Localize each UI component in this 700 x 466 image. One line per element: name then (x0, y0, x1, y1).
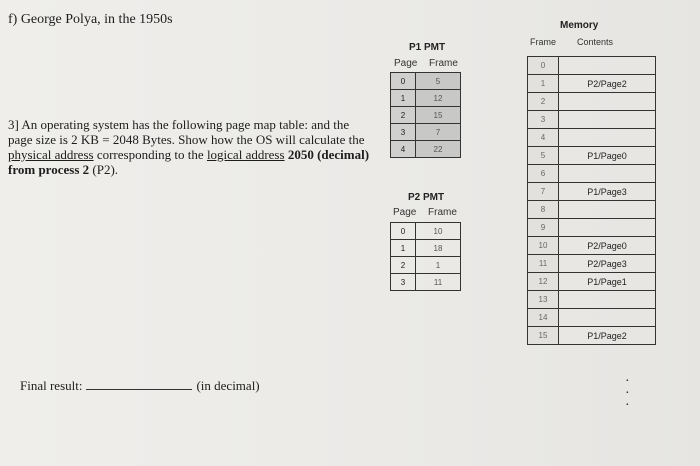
table-row (528, 93, 656, 111)
memory-contents-cell: P1/Page3 (559, 183, 656, 201)
frame-cell: 15 (416, 107, 461, 124)
p1-pmt-title: P1 PMT (408, 42, 446, 53)
memory-frame-cell: 1 (528, 75, 559, 93)
page-cell: 4 (391, 141, 416, 158)
page-cell: 2 (391, 257, 416, 274)
page-cell: 3 (391, 274, 416, 291)
table-row (528, 201, 656, 219)
page-cell: 1 (391, 240, 416, 257)
memory-contents-cell (559, 57, 656, 75)
page-cell: 3 (391, 124, 416, 141)
memory-contents-cell: P1/Page0 (559, 147, 656, 165)
memory-contents-cell (559, 201, 656, 219)
memory-frame-cell: 15 (528, 327, 559, 345)
table-row (528, 237, 656, 255)
memory-contents-cell (559, 129, 656, 147)
answer-blank[interactable] (86, 377, 192, 390)
page-cell: 0 (391, 223, 416, 240)
memory-contents-cell: P2/Page3 (559, 255, 656, 273)
table-row (391, 90, 461, 107)
table-row (528, 255, 656, 273)
page-cell: 1 (391, 90, 416, 107)
memory-contents-cell (559, 111, 656, 129)
final-result-label: Final result: (20, 378, 83, 393)
question-part-3: 2050 (decimal) from (8, 147, 370, 177)
frame-cell: 12 (416, 90, 461, 107)
table-row (528, 75, 656, 93)
final-result-line (20, 377, 260, 394)
physical-address-term: physical address (8, 147, 94, 162)
table-row (528, 219, 656, 237)
p1-pmt-frame-header: Frame (429, 58, 458, 69)
p2-pmt-page-header: Page (393, 207, 417, 218)
memory-contents-cell (559, 309, 656, 327)
memory-frame-cell: 14 (528, 309, 559, 327)
p2-pmt-frame-header: Frame (428, 207, 457, 218)
table-row (528, 129, 656, 147)
table-row (528, 309, 656, 327)
table-row (528, 147, 656, 165)
memory-table (527, 56, 656, 345)
p2-pmt-title: P2 PMT (407, 192, 445, 203)
table-row (528, 165, 656, 183)
frame-cell: 11 (416, 274, 461, 291)
table-row (528, 183, 656, 201)
question-part-4: (P2). (89, 162, 119, 177)
table-row (391, 274, 461, 291)
question-part-2: corresponding to the (93, 147, 207, 162)
page-cell: 2 (391, 107, 416, 124)
table-row (391, 124, 461, 141)
memory-frame-cell: 3 (528, 111, 559, 129)
continuation-dots: · · · (625, 374, 630, 413)
memory-contents-cell (559, 93, 656, 111)
memory-frame-cell: 5 (528, 147, 559, 165)
memory-frame-cell: 11 (528, 255, 559, 273)
process-term: process 2 (38, 162, 90, 177)
table-row (391, 257, 461, 274)
memory-title: Memory (560, 20, 599, 31)
memory-contents-cell (559, 291, 656, 309)
memory-frame-cell: 4 (528, 129, 559, 147)
memory-contents-header: Contents (577, 37, 614, 47)
p1-pmt-page-header: Page (394, 58, 418, 69)
table-row (528, 291, 656, 309)
frame-cell: 22 (416, 141, 461, 158)
memory-frame-cell: 12 (528, 273, 559, 291)
memory-frame-cell: 7 (528, 183, 559, 201)
memory-contents-cell: P1/Page2 (559, 327, 656, 345)
memory-frame-cell: 9 (528, 219, 559, 237)
memory-frame-cell: 0 (528, 57, 559, 75)
frame-cell: 18 (416, 240, 461, 257)
question-part-1: 3] An operating system has the following page map table: and the page size is 2 KB = 2048 Bytes. Show how the OS will calculate the (8, 117, 365, 147)
memory-frame-cell: 2 (528, 93, 559, 111)
memory-frame-cell: 10 (528, 237, 559, 255)
table-row (391, 107, 461, 124)
table-row (528, 57, 656, 75)
memory-frame-cell: 13 (528, 291, 559, 309)
table-row (391, 73, 461, 90)
logical-address-term: logical address (206, 147, 285, 162)
p1-page-map-table (390, 72, 461, 158)
frame-cell: 1 (416, 257, 461, 274)
memory-contents-cell: P1/Page1 (559, 273, 656, 291)
table-row (528, 327, 656, 345)
question-text (8, 117, 370, 177)
frame-cell: 10 (416, 223, 461, 240)
section-heading: f) George Polya, in the 1950s (8, 12, 173, 27)
memory-contents-cell: P2/Page2 (559, 75, 656, 93)
memory-contents-cell (559, 219, 656, 237)
memory-frame-cell: 8 (528, 201, 559, 219)
memory-contents-cell (559, 165, 656, 183)
memory-frame-header: Frame (530, 37, 557, 47)
final-result-suffix: (in decimal) (196, 378, 260, 393)
table-row (528, 273, 656, 291)
memory-frame-cell: 6 (528, 165, 559, 183)
table-row (391, 240, 461, 257)
memory-contents-cell: P2/Page0 (559, 237, 656, 255)
table-row (391, 223, 461, 240)
frame-cell: 7 (416, 124, 461, 141)
p2-page-map-table (390, 222, 461, 291)
frame-cell: 5 (416, 73, 461, 90)
table-row (528, 111, 656, 129)
page-cell: 0 (391, 73, 416, 90)
table-row (391, 141, 461, 158)
